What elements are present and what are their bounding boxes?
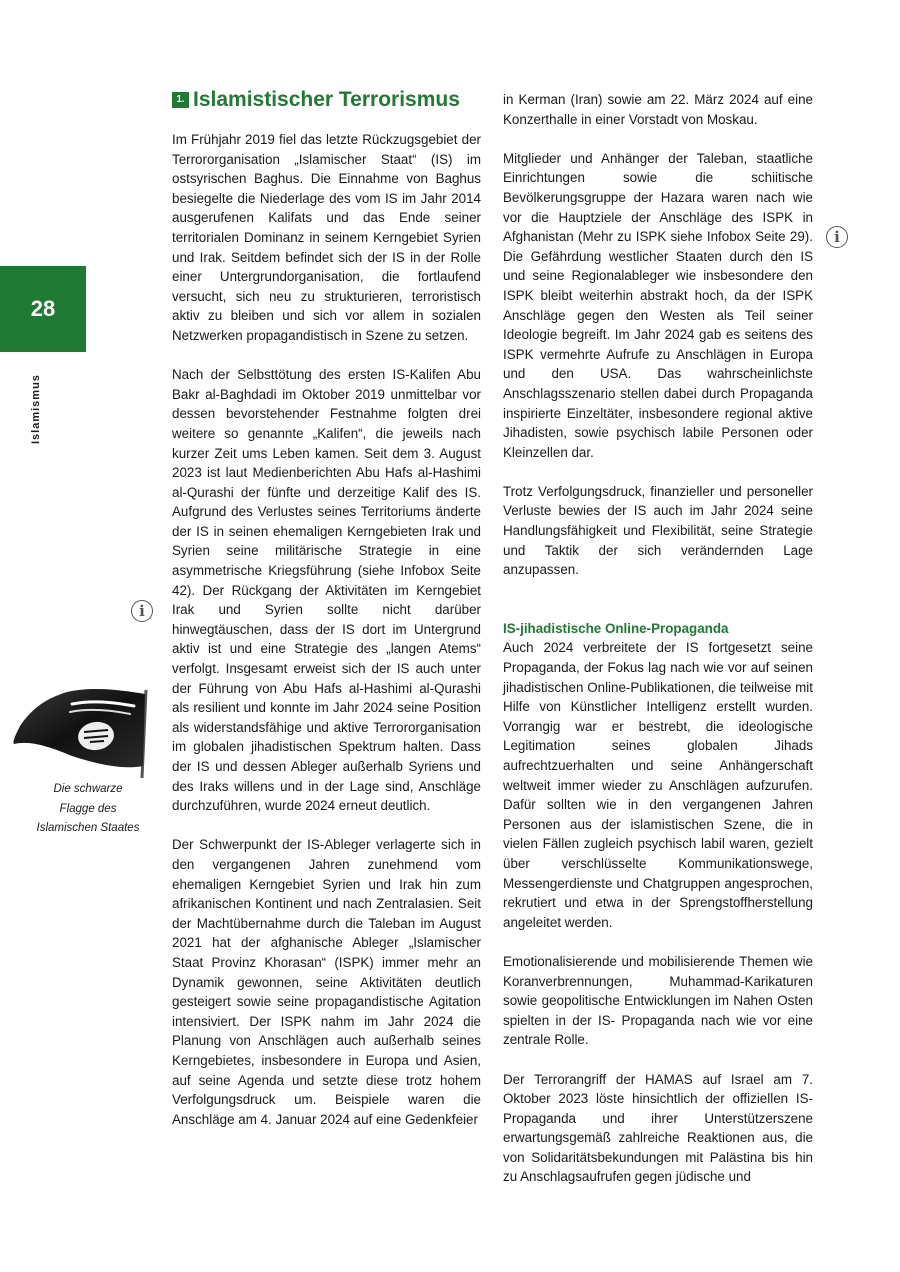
heading-title: Islamistischer Terrorismus	[193, 88, 460, 112]
left-column	[172, 88, 481, 1149]
paragraph: Der Terrorangriff der HAMAS auf Israel am 7. Oktober 2023 löste hinsichtlich der offiziellen IS-Propaganda und ihrer Unterstützerszene erwartungsgemäß zahlreiche Reaktionen aus, die von Solidaritätsbekundungen mit Palästina bis hin zu Anschlagsaufrufen gegen jüdische und	[503, 1071, 813, 1185]
page-number-tab	[0, 266, 86, 352]
right-column	[503, 90, 813, 1207]
paragraph: Auch 2024 verbreitete der IS fortgesetzt seine Propaganda, der Fokus lag nach wie vor auf seinen jihadistischen Online-Publikationen, die teilweise mit Hilfe von Künstlicher Intelligenz erstellt wurden. Vorrangig war er bestrebt, die ideologische Legitimation seines globalen Jihads aufrechtzuerhalten und seine Anhängerschaft weltweit immer wieder zu Anschlägen aufzurufen. Dafür sollten wie in den vergangenen Jahren Personen aus der islamistischen Szene, die in vielen Fällen zugleich psychisch labil waren, gezielt über verschlüsselte Kommunikationswege, Messengerdienste und Chatgruppen angesprochen, rekrutiert und etwa in der Sprengstoffherstellung angeleitet werden.	[503, 640, 813, 930]
info-icon[interactable]: i	[131, 600, 153, 622]
paragraph: Trotz Verfolgungsdruck, finanzieller und personeller Verluste bewies der IS auch im Jahr 2024 seine Handlungsfähigkeit und Flexibilität, seine Strategie und Taktik der sich verändernden Lage anzupassen.	[503, 483, 813, 578]
caption-line: Die schwarze	[53, 783, 123, 795]
paragraph: Mitglieder und Anhänger der Taleban, staatliche Einrichtungen sowie die schiitische Bevölkerungsgruppe der Hazara waren nach wie vor die Hauptziele der Anschläge des ISPK in Afghanistan (Mehr zu ISPK siehe Infobox Seite 29). Die Gefährdung westlicher Staaten durch den IS und seine Regionalableger wie insbesondere den ISPK bleibt weiterhin abstrakt hoch, da der ISPK Anschläge gegen den Westen als Teil seiner Ideologie begreift. Im Jahr 2024 gab es seitens des ISPK vermehrte Aufrufe zu Anschlägen in Europa und den USA. Das wahrscheinlichste Anschlagsszenario stellen dabei durch Propaganda inspirierte Einzeltäter, insbesondere regional aktive Jihadisten, sowie psychisch labile Personen oder Kleinzellen dar.	[503, 150, 813, 460]
paragraph: Emotionalisierende und mobilisierende Themen wie Koranverbrennungen, Muhammad-Karikaturen sowie geopolitische Entwicklungen im Nahen Osten spielten in der IS- Propaganda nach wie vor eine zentrale Rolle.	[503, 953, 813, 1048]
heading-number: 1.	[172, 92, 189, 108]
paragraph: Der Schwerpunkt der IS-Ableger verlagerte sich in den vergangenen Jahren zunehmend vom ehemaligen Kerngebiet Syrien und Irak hin zum afrikanischen Kontinent und nach Zentralasien. Seit der Machtübernahme durch die Taleban im August 2021 hat der afghanische Ableger „Islamischer Staat Provinz Khorasan“ (ISPK) immer mehr an Dynamik gewonnen, seine Aktivitäten deutlich gesteigert sowie seine propagandistische Agitation intensiviert. Der ISPK nahm im Jahr 2024 die Planung von Anschlägen auch außerhalb seines Kerngebietes, insbesondere in Europa und Asien, auf seine Agenda und setzte diese trotz hohem Verfolgungsdruck um. Beispiele waren die Anschläge am 4. Januar 2024 auf eine Gedenkfeier	[172, 837, 481, 1127]
section-label	[30, 368, 50, 448]
section-heading	[172, 88, 481, 112]
paragraph: Nach der Selbsttötung des ersten IS-Kalifen Abu Bakr al-Baghdadi im Oktober 2019 unmittelbar vor dessen bevorstehender Festnahme folgten drei weitere so genannte „Kalifen“, die jeweils nach kurzer Zeit ums Leben kamen. Seit dem 3. August 2023 ist laut Medienberichten Abu Hafs al-Hashimi al-Qurashi der fünfte und derzeitige Kalif des IS. Aufgrund des Verlustes seines Territoriums änderte der IS in seinen ehemaligen Kerngebieten Irak und Syrien seine militärische Strategie in eine asymmetrische Kriegsführung (siehe Infobox Seite 42). Der Rückgang der Aktivitäten im Kerngebiet Irak und Syrien sollte nicht darüber hinwegtäuschen, dass der IS dort im Untergrund aktiv ist und eine Strategie des „langen Atems“ verfolgt. Insgesamt erweist sich der IS auch unter der Führung von Abu Hafs al-Hashimi al-Qurashi als resilient und konnte im Jahr 2024 seine Position als widerstandsfähige und aktive Terrororganisation im globalen jihadistischen Spektrum halten. Dass der IS und dessen Ableger außerhalb Syriens und des Iraks willens und in der Lage sind, Anschläge durchzuführen, wurde 2024 erneut deutlich.	[172, 367, 481, 814]
section-label-text: Islamismus	[30, 374, 42, 444]
paragraph: in Kerman (Iran) sowie am 22. März 2024 auf eine Konzerthalle in einer Vorstadt von Moskau.	[503, 92, 813, 127]
subheading: IS-jihadistische Online-Propaganda	[503, 620, 729, 636]
image-caption	[20, 780, 156, 839]
page-number: 28	[30, 296, 56, 321]
paragraph: Im Frühjahr 2019 fiel das letzte Rückzugsgebiet der Terrororganisation „Islamischer Staat“ (IS) im ostsyrischen Baghus. Die Einnahme von Baghus besiegelte die Niederlage des vom IS im Jahr 2014 ausgerufenen Kalifats und das Ende seiner territorialen Dominanz in seinem Kerngebiet Syrien und Irak. Seitdem befindet sich der IS in der Rolle einer Untergrundorganisation, die fortlaufend versucht, sich neu zu strukturieren, terroristisch aktiv zu bleiben und sich vor allem in sozialen Netzwerken propagandistisch in Szene zu setzen.	[172, 132, 481, 343]
caption-line: Islamischen Staates	[36, 822, 140, 834]
info-icon[interactable]: i	[826, 226, 848, 248]
flag-image	[12, 686, 152, 778]
caption-line: Flagge des	[59, 802, 117, 815]
